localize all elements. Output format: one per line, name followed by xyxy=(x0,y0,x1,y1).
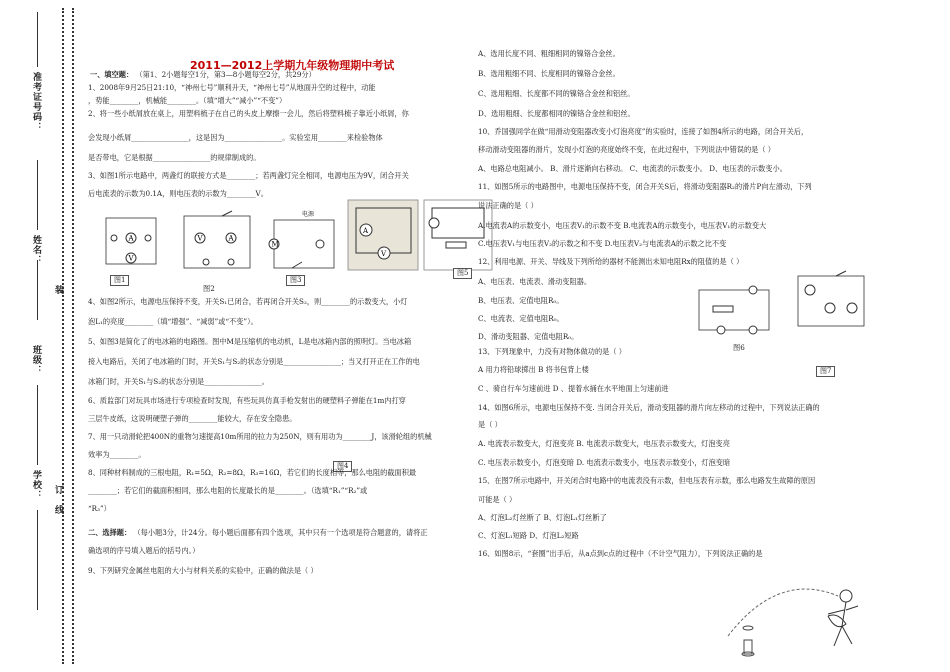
q12-option-c: C、电流表、定值电阻R₀。 xyxy=(478,314,564,323)
q2-line2: 会发现小纸屑________________，这是因为________________。实验室用________来检验物体 xyxy=(88,133,383,142)
q11-options-ab: A.电流表A的示数变小，电压表V₁的示数不变 B.电流表A的示数变小，电压表V₁的示数变大 xyxy=(478,221,767,230)
q9-option-b: B、选用粗细不同、长度相同的镍铬合金丝。 xyxy=(478,69,620,78)
q12-stem: 12、利用电源、开关、导线及下列所给的器材不能测出未知电阻Rx的阻值的是（ ） xyxy=(478,257,744,266)
q5-line3: 冰箱门时，开关S₁与S₂的状态分别是________________。 xyxy=(88,377,269,386)
svg-text:A: A xyxy=(363,227,369,235)
section1-heading: 一、填空题： xyxy=(90,70,134,79)
q14-options-ab: A. 电流表示数变大，灯泡变亮 B. 电流表示数变大，电压表示数变大，灯泡变亮 xyxy=(478,439,730,448)
q10-line2: 移动滑动变阻器的滑片，发现小灯泡的亮度始终不变，在此过程中，下列说法中错误的是（ ） xyxy=(478,145,775,154)
figure-2 xyxy=(176,210,258,274)
q6-line1: 6、质监部门对玩具市场进行专项检查时发现，有些玩具仿真手枪发射出的硬塑料子弹能在1m内打穿 xyxy=(88,396,406,405)
q12-option-a: A、电压表、电流表、滑动变阻器。 xyxy=(478,277,592,286)
q16-stem: 16、如图8示，“套圈”出手后，从a点到c点的过程中（不计空气阻力），下列说法正确的是 xyxy=(478,549,763,558)
figure-8-ring-toss xyxy=(718,566,878,666)
figure-1 xyxy=(100,212,162,270)
binding-margin xyxy=(0,0,88,672)
figure-7-label: 图7 xyxy=(816,366,835,377)
figure-2-label: 图2 xyxy=(203,284,215,293)
q9-option-c: C、选用粗细、长度都不同的镍铬合金丝和铝丝。 xyxy=(478,89,635,98)
figure-4-5-circuits xyxy=(346,198,496,274)
figure-7-circuit xyxy=(790,268,872,338)
svg-text:A: A xyxy=(228,234,234,243)
cut-mark-2: 订 xyxy=(53,485,63,495)
q4-line2: 泡L₁的亮度________（填“增强”、“减弱”或“不变”）。 xyxy=(88,317,258,326)
q9-option-d: D、选用粗细、长度都相同的镍铬合金丝和铝丝。 xyxy=(478,109,635,118)
q15-options-cd: C、灯泡L₁短路 D、灯泡L₂短路 xyxy=(478,531,579,540)
cut-mark-3: 线 xyxy=(53,505,63,515)
fill-line xyxy=(37,160,38,230)
figure-3-label: 图3 xyxy=(286,275,305,286)
q14-line2: 是（ ） xyxy=(478,420,502,429)
q11-options-cd: C.电压表V₁与电压表V₂的示数之和不变 D.电压表V₂与电流表A的示数之比不变 xyxy=(478,239,727,248)
cut-mark-1: 装 xyxy=(53,285,63,295)
q3-line1: 3、如图1所示电路中，两盏灯的联接方式是________；若两盏灯完全相同，电源电压为9V，闭合开关 xyxy=(88,171,409,180)
q11-line2: 说法正确的是（ ） xyxy=(478,201,538,210)
q8-line1: 8、同种材料制成的三根电阻，R₁=5Ω，R₂=8Ω，R₃=16Ω，若它们的长度相等，那么电阻的截面积最 xyxy=(88,468,417,477)
q2-line1: 2、将一些小纸屑放在桌上，用塑料梳子在自己的头皮上摩擦一会儿，然后将塑料梳子靠近小纸屑，你 xyxy=(88,109,409,118)
name-label: 姓名： xyxy=(31,235,41,265)
q15-options-ab: A、灯泡L₂灯丝断了 B、灯泡L₁灯丝断了 xyxy=(478,513,607,522)
school-label: 学校： xyxy=(31,470,41,500)
q5-line2: 接入电路后，关闭了电冰箱的门时，开关S₁与S₂的状态分别是________________；当又打开正在工作的电 xyxy=(88,357,420,366)
q14-options-cd: C. 电压表示数变小，灯泡变暗 D. 电流表示数变小，电压表示数变小，灯泡变暗 xyxy=(478,458,731,467)
fill-line xyxy=(37,510,38,610)
figure-6-circuit xyxy=(693,284,775,340)
q7-line1: 7、用一只动滑轮把400N的重物匀速提高10m所用的拉力为250N，则有用功为________J，该滑轮组的机械 xyxy=(88,432,432,441)
q15-line1: 15、在图7所示电路中，开关闭合时电路中的电流表没有示数，但电压表有示数，那么电路发生故障的原因 xyxy=(478,476,816,485)
figure-3 xyxy=(268,210,343,274)
q13-options-ab: A 用力将铅球掷出 B 将书包背上楼 xyxy=(478,365,589,374)
q6-line2: 三层牛皮纸，这说明硬塑子弹的________能较大，存在安全隐患。 xyxy=(88,414,297,423)
figure-6 xyxy=(693,284,775,340)
fill-line xyxy=(37,12,38,67)
q13-options-cd: C 、骑自行车匀速前进 D 、提着水捅在水平地面上匀速前进 xyxy=(478,384,669,393)
q7-line2: 效率为________。 xyxy=(88,450,146,459)
q1-line2: ，势能________，机械能________。（填“增大”“减小”“不变”） xyxy=(88,96,287,105)
section2-heading: 二、选择题： xyxy=(88,528,132,537)
figure-1-label: 图1 xyxy=(110,275,129,286)
dotted-cut-line xyxy=(62,8,64,664)
q9-option-a: A、选用长度不同、粗细相同的镍铬合金丝。 xyxy=(478,49,620,58)
figure-4-label: 图4 xyxy=(333,461,352,472)
q13-stem: 13、下列现象中，力没有对物体做功的是（ ） xyxy=(478,347,626,356)
q15-line2: 可能是（ ） xyxy=(478,495,517,504)
fill-line xyxy=(37,260,38,320)
exam-number-label: 准考证号码： xyxy=(31,72,41,132)
page-title: 2011—2012上学期九年级物理期中考试 xyxy=(190,59,395,72)
q3-line2: 后电流表的示数为0.1A，则电压表的示数为________V。 xyxy=(88,189,268,198)
q11-line1: 11、如图5所示的电路图中，电源电压保持不变，闭合开关S后，将滑动变阻器R₂的滑片P向左滑动，下列 xyxy=(478,182,812,191)
fill-line xyxy=(37,385,38,465)
q2-line3: 是否带电，它是根据________________的规律制成的。 xyxy=(88,153,261,162)
svg-text:V: V xyxy=(197,234,203,243)
svg-text:A: A xyxy=(128,234,134,243)
figure-3-circuit xyxy=(268,210,343,274)
figure-7 xyxy=(790,268,872,338)
q12-option-d: D、滑动变阻器、定值电阻R₀。 xyxy=(478,332,579,341)
section1-note: （第1、2小题每空1分，第3—8小题每空2分，共29分） xyxy=(135,70,316,79)
q14-line1: 14、如图6所示，电源电压保持不变. 当闭合开关后，滑动变阻器的滑片向左移动的过程中，下列说法正确的 xyxy=(478,403,820,412)
figure-1-circuit xyxy=(100,212,162,270)
figure-4-5-photos xyxy=(346,198,496,274)
section2-note: （每小题3分，计24分。每小题后面都有四个选项，其中只有一个选项是符合题意的，请将正 xyxy=(133,528,428,537)
svg-text:V: V xyxy=(381,250,387,258)
q10-options: A、电路总电阻减小。 B、滑片逐渐向右移动。 C、电流表的示数变小。 D、电压表的示数变小。 xyxy=(478,164,787,173)
q5-line1: 5、如图3是简化了的电冰箱的电路图。图中M是压缩机的电动机，L是电冰箱内部的照明灯。当电冰箱 xyxy=(88,337,412,346)
q12-option-b: B、电压表、定值电阻R₀。 xyxy=(478,296,564,305)
q10-line1: 10、乔国强同学在做“用滑动变阻器改变小灯泡亮度”的实验时，连接了如图4所示的电路，闭合开关后， xyxy=(478,127,809,136)
dotted-cut-line-inner xyxy=(72,8,74,664)
class-label: 班级： xyxy=(31,345,41,375)
q8-line3: “R₃”） xyxy=(88,504,111,513)
q1-line1: 1、2008年9月25日21:10，“神州七号”顺利升天，“神州七号”从地面升空的过程中，动能 xyxy=(88,83,376,92)
figure-2-circuit xyxy=(176,210,258,274)
figure-5-label: 图5 xyxy=(453,268,472,279)
figure-6-label: 图6 xyxy=(733,343,745,352)
q9-stem: 9、下列研究金属丝电阻的大小与材料关系的实验中，正确的做法是（ ） xyxy=(88,566,318,575)
section2-note-cont: 确选项的序号填入题后的括号内。） xyxy=(88,546,200,555)
svg-text:M: M xyxy=(271,240,279,249)
q8-line2: ________；若它们的截面积相同，那么电阻的长度最长的是________。（选填“R₁”“R₂”或 xyxy=(88,486,368,495)
ring-toss-illustration xyxy=(718,566,878,666)
power-label: 电源 xyxy=(302,211,315,218)
q4-line1: 4、如图2所示，电源电压保持不变，开关S₁已闭合，若再闭合开关S₂，则________的示数变大，小灯 xyxy=(88,297,408,306)
svg-text:V: V xyxy=(128,254,134,263)
